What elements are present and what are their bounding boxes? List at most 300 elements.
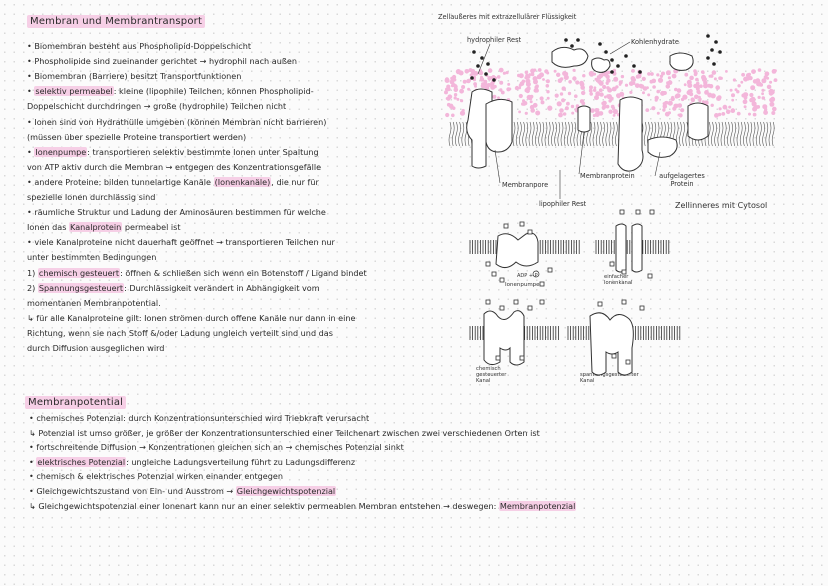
lipid-head	[546, 84, 550, 88]
protein-mid	[618, 97, 643, 171]
lipid-head	[714, 113, 719, 118]
lipid-head	[563, 112, 567, 116]
lipid-head	[656, 90, 660, 94]
lipid-head	[474, 71, 479, 76]
lipid-head	[497, 96, 500, 99]
lipid-head	[547, 106, 552, 111]
lipid-head	[594, 95, 599, 100]
lipid-head	[636, 75, 640, 79]
label-outside: Zellaußeres mit extrazellulärer Flüssigkeit	[438, 13, 577, 21]
lipid-head	[769, 91, 774, 96]
lipid-head	[447, 97, 450, 100]
lipid-head	[656, 73, 659, 76]
lipid-head	[730, 89, 733, 92]
carbohydrate-dot	[610, 58, 614, 62]
carbohydrate-dot	[714, 40, 718, 44]
lipid-head	[518, 87, 521, 90]
lipid-tail	[596, 122, 598, 146]
lipid-head	[608, 110, 612, 114]
lipid-head	[647, 72, 651, 76]
lipid-head	[714, 77, 717, 80]
ion-square	[540, 282, 544, 286]
lipid-head	[565, 106, 569, 110]
carbohydrate-dot	[718, 50, 722, 54]
lipid-head	[743, 92, 748, 97]
ion-square	[548, 268, 552, 272]
lipid-tail	[727, 122, 729, 146]
carbohydrate-dot	[570, 44, 574, 48]
lipid-head	[523, 101, 527, 105]
lipid-head	[480, 77, 485, 82]
line-text: durch Diffusion ausgeglichen wird	[27, 343, 165, 353]
line-text: • andere Proteine: bilden tunnelartige Kanäle	[27, 176, 214, 187]
lipid-head	[693, 69, 697, 73]
lipid-tail	[718, 122, 720, 146]
highlighted-term: Membranpotenzial	[499, 500, 576, 511]
lipid-head	[540, 96, 544, 100]
section1-title: Membran und Membrantransport	[27, 15, 205, 28]
channel-proteins	[484, 224, 642, 375]
lipid-tail	[523, 122, 525, 146]
lipid-tail	[459, 122, 461, 146]
highlighted-term: (Ionenkanäle)	[214, 176, 271, 187]
lipid-head	[680, 108, 684, 112]
lipid-head	[605, 75, 609, 79]
lipid-head	[522, 80, 526, 84]
lipid-head	[642, 91, 645, 94]
ion-square	[486, 300, 490, 304]
lipid-head	[564, 75, 569, 80]
line-text: • Ionen sind von Hydrathülle umgeben (können Membran nicht barrieren)	[27, 116, 327, 127]
lipid-head	[761, 92, 764, 95]
lipid-head	[749, 93, 753, 97]
lipid-head	[663, 104, 668, 109]
lipid-head	[672, 74, 677, 79]
lipid-tail	[526, 122, 528, 146]
lipid-head	[684, 73, 688, 77]
lipid-head	[581, 102, 585, 106]
lipid-head	[709, 84, 713, 88]
lipid-head	[698, 96, 701, 99]
lipid-head	[460, 99, 463, 102]
lipid-head	[525, 87, 529, 91]
lipid-head	[715, 85, 720, 90]
line-text: : öffnen & schließen sich wenn ein Botenstoff / Ligand bindet	[120, 267, 367, 278]
ion-square	[496, 356, 500, 360]
label-aufgelagertes: aufgelagertes Protein	[659, 172, 705, 188]
lipid-head	[710, 74, 714, 78]
ion-square	[626, 360, 630, 364]
lipid-head	[559, 108, 564, 113]
lipid-head	[599, 81, 604, 86]
lipid-head	[604, 96, 607, 99]
lipid-head	[632, 82, 635, 85]
lipid-head	[758, 68, 762, 72]
line-text: • chemisches Potenzial: durch Konzentrationsunterschied wird Triebkraft verursacht	[29, 413, 370, 423]
lipid-head	[571, 112, 574, 115]
lipid-head	[753, 113, 757, 117]
carbohydrate-dot	[492, 78, 496, 82]
label-inside: Zellinneres mit Cytosol	[675, 201, 768, 210]
lipid-head	[533, 79, 538, 84]
membrane-proteins	[467, 47, 708, 171]
lipid-head	[459, 71, 464, 76]
lipid-head	[539, 72, 544, 77]
lipid-tail	[516, 122, 518, 146]
ion-square	[500, 306, 504, 310]
lipid-head	[506, 71, 509, 74]
carbohydrate-dot	[476, 64, 480, 68]
lipid-tail	[724, 122, 726, 146]
lipid-head	[646, 86, 649, 89]
carbohydrate-dot	[480, 56, 484, 60]
lipid-head	[598, 75, 602, 79]
lipid-tail	[548, 122, 550, 146]
lipid-head	[499, 88, 502, 91]
lipid-head	[678, 103, 683, 108]
lipid-head	[761, 89, 764, 92]
lipid-head	[696, 82, 700, 86]
ion-square	[622, 300, 626, 304]
lipid-tail	[756, 122, 758, 146]
lipid-head	[645, 108, 649, 112]
line-text: : Durchlässigkeit verändert in Abhängigkeit vom	[124, 282, 320, 293]
lipid-head	[631, 69, 635, 73]
section2-title: Membranpotential	[25, 396, 126, 409]
line-text: : transportieren selektiv bestimmte Ionen unter Spaltung	[87, 146, 319, 157]
carbohydrate-dot	[632, 64, 636, 68]
carbohydrate-dot	[610, 70, 614, 74]
lipid-head	[675, 94, 679, 98]
protein-small	[578, 106, 590, 132]
lipid-head	[462, 109, 465, 112]
lipid-head	[769, 98, 773, 102]
lipid-head	[741, 73, 745, 77]
lipid-head	[606, 86, 610, 90]
lipid-head	[581, 91, 585, 95]
lipid-head	[562, 86, 566, 90]
carbohydrate-dot	[604, 50, 608, 54]
lipid-head	[772, 69, 777, 74]
lipid-head	[606, 82, 609, 85]
lipid-head	[546, 79, 550, 83]
lipid-head	[466, 79, 470, 83]
line-text: • fortschreitende Diffusion → Konzentrationen gleichen sich an → chemisches Potenzial sinkt	[29, 442, 404, 453]
line-text: : ungleiche Ladungsverteilung führt zu Ladungsdifferenz	[126, 456, 356, 467]
lipid-head	[687, 83, 692, 88]
lipid-head	[573, 69, 576, 72]
lipid-head	[572, 76, 576, 80]
lipid-head	[541, 100, 545, 104]
lipid-head	[621, 75, 624, 78]
einfacher-kanal-right	[632, 224, 642, 272]
lipid-tail	[558, 122, 560, 146]
lipid-head	[660, 75, 663, 78]
lipid-head	[764, 75, 768, 79]
lipid-head	[602, 104, 606, 108]
lipid-head	[662, 108, 665, 111]
lipid-head	[561, 98, 565, 102]
lipid-head	[679, 113, 683, 117]
lipid-tail	[731, 122, 733, 146]
lipid-head	[608, 99, 611, 102]
lipid-head	[744, 105, 747, 108]
lipid-tail	[615, 122, 617, 146]
lipid-tail	[571, 122, 573, 146]
lipid-head	[711, 104, 714, 107]
highlighted-term: elektrisches Potenzial	[37, 456, 126, 467]
lipid-tail	[763, 122, 765, 146]
lipid-head	[452, 106, 456, 110]
lipid-tail	[603, 122, 605, 146]
lipid-head	[589, 89, 593, 93]
lipid-head	[575, 80, 579, 84]
lipid-tail	[542, 122, 544, 146]
lipid-head	[774, 78, 778, 82]
ion-square	[598, 302, 602, 306]
lipid-head	[615, 85, 618, 88]
lipid-head	[668, 111, 671, 114]
lipid-head	[530, 108, 535, 113]
lipid-tail	[753, 122, 755, 146]
label-hydrophil: hydrophiler Rest	[467, 36, 522, 44]
lipid-head	[749, 76, 753, 80]
lipid-head	[531, 73, 535, 77]
lipid-head	[530, 95, 534, 99]
lipid-head	[589, 92, 593, 96]
lipid-head	[701, 75, 706, 80]
lipid-tail	[743, 122, 745, 146]
lipid-head	[538, 68, 542, 72]
lipid-head	[534, 88, 538, 92]
highlighted-term: chemisch gesteuert	[38, 267, 120, 278]
lipid-head	[474, 85, 477, 88]
lipid-head	[525, 112, 528, 115]
lipid-head	[687, 90, 692, 95]
lipid-tail	[513, 122, 515, 146]
lipid-head	[723, 105, 728, 110]
carbohydrate-dot	[484, 72, 488, 76]
protein-aufgelagert	[648, 137, 677, 157]
lipid-head	[602, 85, 606, 89]
lipid-head	[589, 85, 593, 89]
protein-top-cloud2	[592, 58, 610, 72]
lipid-head	[582, 74, 585, 77]
lipid-tail	[734, 122, 736, 146]
lipid-head	[720, 77, 723, 80]
lipid-head	[594, 86, 597, 89]
lipid-tail	[455, 122, 457, 146]
line-text: : kleine (lipophile) Teilchen, können Phospholipid-	[113, 86, 314, 97]
lipid-head	[533, 69, 536, 72]
lipid-tail	[612, 122, 614, 146]
carbohydrate-dot	[706, 34, 710, 38]
lipid-head	[712, 70, 717, 75]
lipid-head	[652, 79, 657, 84]
lipid-head	[655, 96, 659, 100]
lipid-head	[454, 93, 457, 96]
lipid-head	[554, 70, 557, 73]
lipid-head	[613, 114, 616, 117]
chemisch-kanal-shape	[484, 311, 524, 365]
lipid-head	[731, 93, 735, 97]
lipid-head	[566, 102, 570, 106]
lipid-tail	[574, 122, 576, 146]
carbohydrate-dot	[472, 50, 476, 54]
carbohydrate-dot	[624, 54, 628, 58]
lipid-head	[452, 75, 456, 79]
line-text: permeabel ist	[122, 222, 181, 233]
lipid-head	[444, 90, 448, 94]
line-text: •	[29, 456, 37, 467]
lipid-tail	[769, 122, 771, 146]
line-text: • Gleichgewichtszustand von Ein- und Ausstrom →	[29, 486, 236, 496]
lipid-head	[640, 84, 645, 89]
protein-top-cloud1	[552, 47, 588, 67]
lipid-head	[772, 107, 777, 112]
lipid-head	[668, 76, 671, 79]
lipid-head	[450, 80, 455, 85]
lipid-head	[461, 85, 465, 89]
ion-square	[540, 300, 544, 304]
lipid-head	[547, 97, 550, 100]
lipid-head	[731, 99, 734, 102]
ion-square	[610, 262, 614, 266]
lipid-head	[451, 84, 454, 87]
lipid-head	[703, 83, 708, 88]
lipid-head	[731, 108, 736, 113]
lipid-head	[519, 84, 522, 87]
line-text: Richtung, wenn sie nach Stoff &/oder Ladung ungleich verteilt sind und das	[27, 327, 333, 338]
line-text: • chemisch & elektrisches Potenzial wirken einander entgegen	[29, 471, 283, 482]
lipid-tail	[452, 122, 454, 146]
lipid-head	[769, 102, 774, 107]
ion-square	[636, 210, 640, 214]
ion-square	[520, 222, 524, 226]
ion-square	[640, 306, 644, 310]
lipid-tail	[747, 122, 749, 146]
ion-square	[612, 354, 616, 358]
lipid-head	[740, 81, 743, 84]
lipid-head	[716, 96, 721, 101]
ion-square	[648, 274, 652, 278]
label-membranpore: Membranpore	[502, 181, 549, 189]
line-text: 2)	[27, 282, 38, 293]
lipid-head	[451, 114, 455, 118]
lipid-tail	[609, 122, 611, 146]
lipid-head	[593, 114, 596, 117]
line-text: momentanen Membranpotential.	[27, 297, 161, 308]
spannung-kanal-shape	[590, 313, 633, 375]
lipid-head	[674, 88, 678, 92]
lipid-head	[767, 85, 772, 90]
atp-circle	[533, 271, 539, 277]
lipid-head	[557, 101, 562, 106]
lipid-tail	[644, 122, 646, 146]
lipid-head	[595, 78, 598, 81]
lipid-head	[542, 78, 545, 81]
lipid-tail	[529, 122, 531, 146]
lipid-tail	[462, 122, 464, 146]
line-text: Doppelschicht durchdringen → große (hydrophile) Teilchen nicht	[27, 101, 287, 112]
lipid-head	[728, 106, 731, 109]
lipid-head	[668, 80, 673, 85]
protein-right	[688, 103, 708, 140]
ion-square	[622, 270, 626, 274]
highlighted-term: selektiv permeabel	[35, 86, 113, 97]
lipid-tail	[535, 122, 537, 146]
lipid-head	[519, 73, 524, 78]
lipid-head	[613, 77, 618, 82]
lipid-tail	[564, 122, 566, 146]
ionenpumpe-shape	[496, 233, 538, 268]
ion-square	[620, 210, 624, 214]
ion-square	[504, 224, 508, 228]
lipid-tail	[532, 122, 534, 146]
lipid-tail	[766, 122, 768, 146]
lipid-head	[701, 70, 705, 74]
lipid-tail	[721, 122, 723, 146]
lipid-head	[737, 84, 740, 87]
line-text: ↳ für alle Kanalproteine gilt: Ionen strömen durch offene Kanäle nur dann in eine	[27, 312, 356, 323]
line-text: spezielle Ionen durchlässig sind	[27, 192, 156, 202]
label-einfacher-ionenkanal: einfacher Ionenkanal	[604, 274, 633, 286]
line-text: unter bestimmten Bedingungen	[27, 252, 157, 263]
carbohydrate-dot	[576, 38, 580, 42]
line-text: • Biomembran (Barriere) besitzt Transportfunktionen	[27, 71, 242, 82]
lipid-head	[571, 105, 574, 108]
lipid-head	[503, 72, 506, 75]
lipid-head	[721, 112, 725, 116]
lipid-head	[558, 113, 563, 118]
lipid-head	[666, 70, 671, 75]
lipid-tail	[772, 122, 774, 146]
ion-square	[528, 230, 532, 234]
lipid-tail	[683, 122, 685, 146]
label-adp: ADP + P	[517, 273, 538, 279]
lipid-head	[658, 78, 663, 83]
carbohydrate-dot	[616, 64, 620, 68]
carbohydrate-dot	[638, 70, 642, 74]
lipid-head	[771, 111, 775, 115]
lipid-head	[530, 100, 533, 103]
lipid-head	[518, 111, 521, 114]
highlighted-term: Spannungsgesteuert	[38, 282, 124, 293]
lipid-head	[750, 85, 755, 90]
lipid-head	[765, 108, 768, 111]
carbohydrate-dot	[564, 38, 568, 42]
lipid-tail	[711, 122, 713, 146]
lipid-head	[694, 73, 698, 77]
lipid-head	[497, 75, 501, 79]
lipid-head	[726, 110, 731, 115]
lipid-head	[629, 91, 632, 94]
lipid-tail	[567, 122, 569, 146]
lipid-head	[560, 92, 563, 95]
lipid-head	[499, 81, 503, 85]
line-text: • Biomembran besteht aus Phospholipid-Doppelschicht	[27, 41, 252, 51]
lipid-head	[499, 68, 504, 73]
lipid-tail	[561, 122, 563, 146]
lipid-head	[526, 82, 531, 87]
lipid-head	[748, 113, 751, 116]
lipid-tail	[555, 122, 557, 146]
ion-square	[520, 356, 524, 360]
ion-square	[514, 300, 518, 304]
line-text: ↳ Gleichgewichtspotenzial einer Ionenart kann nur an einer selektiv permeablen Membran entstehen → deswegen:	[29, 500, 499, 511]
lipid-tail	[750, 122, 752, 146]
protein-pore	[486, 99, 512, 152]
